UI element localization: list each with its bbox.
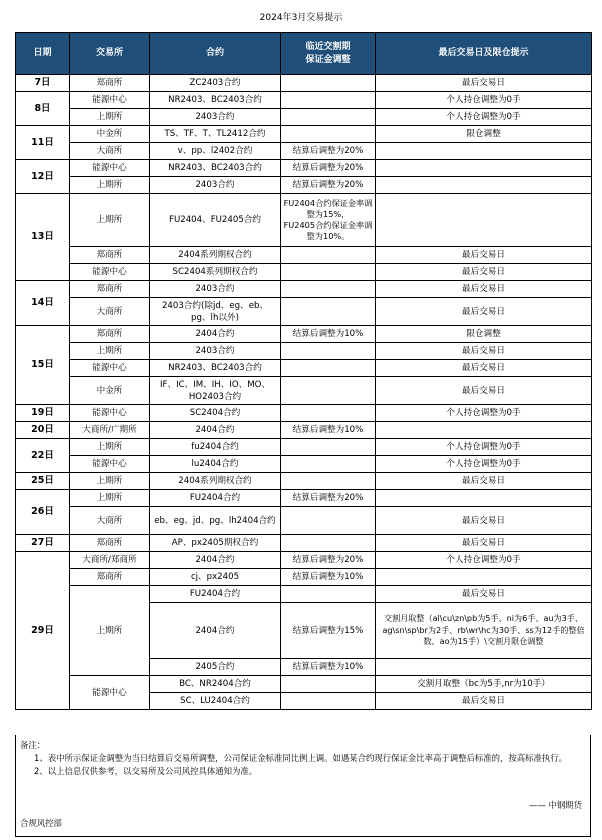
table-row [16, 298, 592, 326]
margin-cell [281, 507, 376, 535]
last-cell: 个人持仓调整为0手 [376, 405, 592, 422]
table-row [16, 343, 592, 360]
contract-cell: 2404系列期权合约 [150, 473, 281, 490]
last-cell: 最后交易日 [376, 535, 592, 552]
margin-cell: 结算后调整为15% [281, 603, 376, 659]
table-row [16, 247, 592, 264]
margin-cell [281, 377, 376, 405]
date-cell: 12日 [16, 160, 70, 194]
table-row [16, 109, 592, 126]
table-row [16, 535, 592, 552]
date-cell: 15日 [16, 326, 70, 405]
last-cell: 交割月取整（al\cu\zn\pb为5手、ni为6手、au为3手、ag\sn\sp\br为2手、rb\wr\hc为30手、ss为12手的整倍数、ao为15手）\交割月限仓调整 [376, 603, 592, 659]
last-cell: 最后交易日 [376, 247, 592, 264]
exchange-cell: 大商所 [70, 298, 150, 326]
contract-cell: NR2403、BC2403合约 [150, 360, 281, 377]
margin-cell [281, 247, 376, 264]
exchange-cell: 郑商所 [70, 569, 150, 586]
contract-cell: 2404合约 [150, 422, 281, 439]
header-exchange: 交易所 [70, 33, 150, 75]
date-cell: 29日 [16, 552, 70, 710]
margin-cell [281, 473, 376, 490]
margin-cell: 结算后调整为10% [281, 659, 376, 676]
last-cell [376, 422, 592, 439]
date-cell: 11日 [16, 126, 70, 160]
margin-cell: 结算后调整为10% [281, 422, 376, 439]
last-cell [376, 143, 592, 160]
contract-cell: cj、px2405 [150, 569, 281, 586]
contract-cell: 2404合约 [150, 603, 281, 659]
exchange-cell: 大商所 [70, 143, 150, 160]
last-cell [376, 490, 592, 507]
last-cell: 最后交易日 [376, 264, 592, 281]
table-row [16, 281, 592, 298]
margin-cell: FU2404合约保证金率调整为15%， FU2405合约保证金率调整为10%。 [281, 194, 376, 247]
table-row [16, 177, 592, 194]
contract-cell: 2403合约 [150, 281, 281, 298]
date-cell: 19日 [16, 405, 70, 422]
margin-cell [281, 586, 376, 603]
exchange-cell: 上期所 [70, 439, 150, 456]
last-cell [376, 569, 592, 586]
exchange-cell: 能源中心 [70, 360, 150, 377]
contract-cell: IF、IC、IM、IH、IO、MO、HO2403合约 [150, 377, 281, 405]
table-row [16, 507, 592, 535]
date-cell: 7日 [16, 75, 70, 92]
date-cell: 27日 [16, 535, 70, 552]
table-row [16, 160, 592, 177]
exchange-cell: 上期所 [70, 473, 150, 490]
margin-cell: 结算后调整为20% [281, 143, 376, 160]
last-cell: 交割月取整（bc为5手,nr为10手） [376, 676, 592, 693]
margin-cell [281, 92, 376, 109]
contract-cell: NR2403、BC2403合约 [150, 160, 281, 177]
margin-cell: 结算后调整为20% [281, 160, 376, 177]
table-row [16, 586, 592, 603]
table-row [16, 552, 592, 569]
contract-cell: fu2404合约 [150, 439, 281, 456]
exchange-cell: 大商所/郑商所 [70, 552, 150, 569]
contract-cell: SC2404系列期权合约 [150, 264, 281, 281]
last-cell [376, 194, 592, 247]
exchange-cell: 能源中心 [70, 160, 150, 177]
contract-cell: 2404系列期权合约 [150, 247, 281, 264]
margin-cell [281, 456, 376, 473]
margin-cell [281, 281, 376, 298]
table-row [16, 143, 592, 160]
exchange-cell: 上期所 [70, 194, 150, 247]
margin-cell [281, 693, 376, 710]
header-date: 日期 [16, 33, 70, 75]
date-cell: 13日 [16, 194, 70, 281]
margin-cell [281, 360, 376, 377]
table-row [16, 360, 592, 377]
exchange-cell: 中金所 [70, 377, 150, 405]
last-cell: 最后交易日 [376, 343, 592, 360]
margin-cell [281, 126, 376, 143]
note-2: 2、以上信息仅供参考，以交易所及公司风控具体通知为准。 [34, 766, 258, 776]
contract-cell: FU2404、FU2405合约 [150, 194, 281, 247]
last-cell [376, 177, 592, 194]
last-cell: 个人持仓调整为0手 [376, 439, 592, 456]
last-cell: 个人持仓调整为0手 [376, 92, 592, 109]
last-cell: 个人持仓调整为0手 [376, 456, 592, 473]
note-1: 1、表中所示保证金调整为当日结算后交易所调整，公司保证金标准同比例上调。如遇某合约现行保证金比率高于调整后标准的，按高标准执行。 [34, 753, 567, 763]
table-row [16, 490, 592, 507]
margin-cell [281, 405, 376, 422]
margin-cell: 结算后调整为10% [281, 569, 376, 586]
table-row [16, 405, 592, 422]
exchange-cell: 能源中心 [70, 92, 150, 109]
exchange-cell: 郑商所 [70, 326, 150, 343]
last-cell: 个人持仓调整为0手 [376, 109, 592, 126]
exchange-cell: 郑商所 [70, 247, 150, 264]
contract-cell: 2403合约 [150, 343, 281, 360]
last-cell: 最后交易日 [376, 377, 592, 405]
margin-cell [281, 109, 376, 126]
margin-cell [281, 298, 376, 326]
date-cell: 8日 [16, 92, 70, 126]
margin-cell: 结算后调整为10% [281, 326, 376, 343]
table-row [16, 92, 592, 109]
table-row [16, 456, 592, 473]
exchange-cell: 上期所 [70, 109, 150, 126]
header-last: 最后交易日及限仓提示 [376, 33, 592, 75]
date-cell: 26日 [16, 490, 70, 535]
date-cell: 25日 [16, 473, 70, 490]
last-cell: 最后交易日 [376, 473, 592, 490]
table-row [16, 439, 592, 456]
margin-cell: 结算后调整为20% [281, 177, 376, 194]
margin-cell: 结算后调整为20% [281, 490, 376, 507]
notes-box [15, 735, 591, 837]
contract-cell: eb、eg、jd、pg、lh2404合约 [150, 507, 281, 535]
header-margin: 临近交割期 保证金调整 [281, 33, 376, 75]
contract-cell: FU2404合约 [150, 586, 281, 603]
contract-cell: 2403合约(除jd、eg、eb、pg、lh以外) [150, 298, 281, 326]
exchange-cell: 中金所 [70, 126, 150, 143]
exchange-cell: 郑商所 [70, 75, 150, 92]
table-row [16, 75, 592, 92]
contract-cell: FU2404合约 [150, 490, 281, 507]
table-row [16, 194, 592, 247]
exchange-cell: 上期所 [70, 490, 150, 507]
date-cell: 20日 [16, 422, 70, 439]
exchange-cell: 大商所/广期所 [70, 422, 150, 439]
header-contract: 合约 [150, 33, 281, 75]
last-cell: 最后交易日 [376, 298, 592, 326]
contract-cell: 2404合约 [150, 552, 281, 569]
table-row [16, 126, 592, 143]
contract-cell: v、pp、l2402合约 [150, 143, 281, 160]
exchange-cell: 上期所 [70, 177, 150, 194]
date-cell: 14日 [16, 281, 70, 326]
contract-cell: NR2403、BC2403合约 [150, 92, 281, 109]
exchange-cell: 郑商所 [70, 281, 150, 298]
exchange-cell: 郑商所 [70, 535, 150, 552]
margin-cell [281, 439, 376, 456]
page-title: 2024年3月交易提示 [259, 13, 343, 23]
contract-cell: lu2404合约 [150, 456, 281, 473]
date-cell: 22日 [16, 439, 70, 473]
table-row [16, 676, 592, 693]
last-cell: 限仓调整 [376, 326, 592, 343]
last-cell: 限仓调整 [376, 126, 592, 143]
margin-cell [281, 264, 376, 281]
contract-cell: AP、px2405期权合约 [150, 535, 281, 552]
contract-cell: 2405合约 [150, 659, 281, 676]
last-cell: 最后交易日 [376, 507, 592, 535]
contract-cell: 2403合约 [150, 177, 281, 194]
margin-cell [281, 343, 376, 360]
contract-cell: 2403合约 [150, 109, 281, 126]
last-cell [376, 160, 592, 177]
contract-cell: TS、TF、T、TL2412合约 [150, 126, 281, 143]
table-row [16, 377, 592, 405]
trading-table [15, 32, 592, 710]
last-cell: 最后交易日 [376, 360, 592, 377]
department: 合规风控部 [20, 818, 62, 828]
margin-cell [281, 535, 376, 552]
table-row [16, 473, 592, 490]
margin-cell [281, 676, 376, 693]
contract-cell: 2404合约 [150, 326, 281, 343]
exchange-cell: 上期所 [70, 586, 150, 676]
exchange-cell: 上期所 [70, 343, 150, 360]
last-cell: 最后交易日 [376, 693, 592, 710]
last-cell: 最后交易日 [376, 281, 592, 298]
contract-cell: SC、LU2404合约 [150, 693, 281, 710]
last-cell: 最后交易日 [376, 75, 592, 92]
table-row [16, 326, 592, 343]
table-row [16, 422, 592, 439]
table-row [16, 569, 592, 586]
margin-cell [281, 75, 376, 92]
exchange-cell: 大商所 [70, 507, 150, 535]
contract-cell: SC2404合约 [150, 405, 281, 422]
table-row [16, 264, 592, 281]
signature: —— 中钢期货 [529, 800, 582, 810]
contract-cell: BC、NR2404合约 [150, 676, 281, 693]
notes-label: 备注： [20, 740, 46, 750]
last-cell: 最后交易日 [376, 586, 592, 603]
header-row [16, 33, 592, 75]
exchange-cell: 能源中心 [70, 456, 150, 473]
exchange-cell: 能源中心 [70, 264, 150, 281]
contract-cell: ZC2403合约 [150, 75, 281, 92]
last-cell: 个人持仓调整为0手 [376, 552, 592, 569]
last-cell [376, 659, 592, 676]
exchange-cell: 能源中心 [70, 676, 150, 710]
margin-cell: 结算后调整为20% [281, 552, 376, 569]
exchange-cell: 能源中心 [70, 405, 150, 422]
